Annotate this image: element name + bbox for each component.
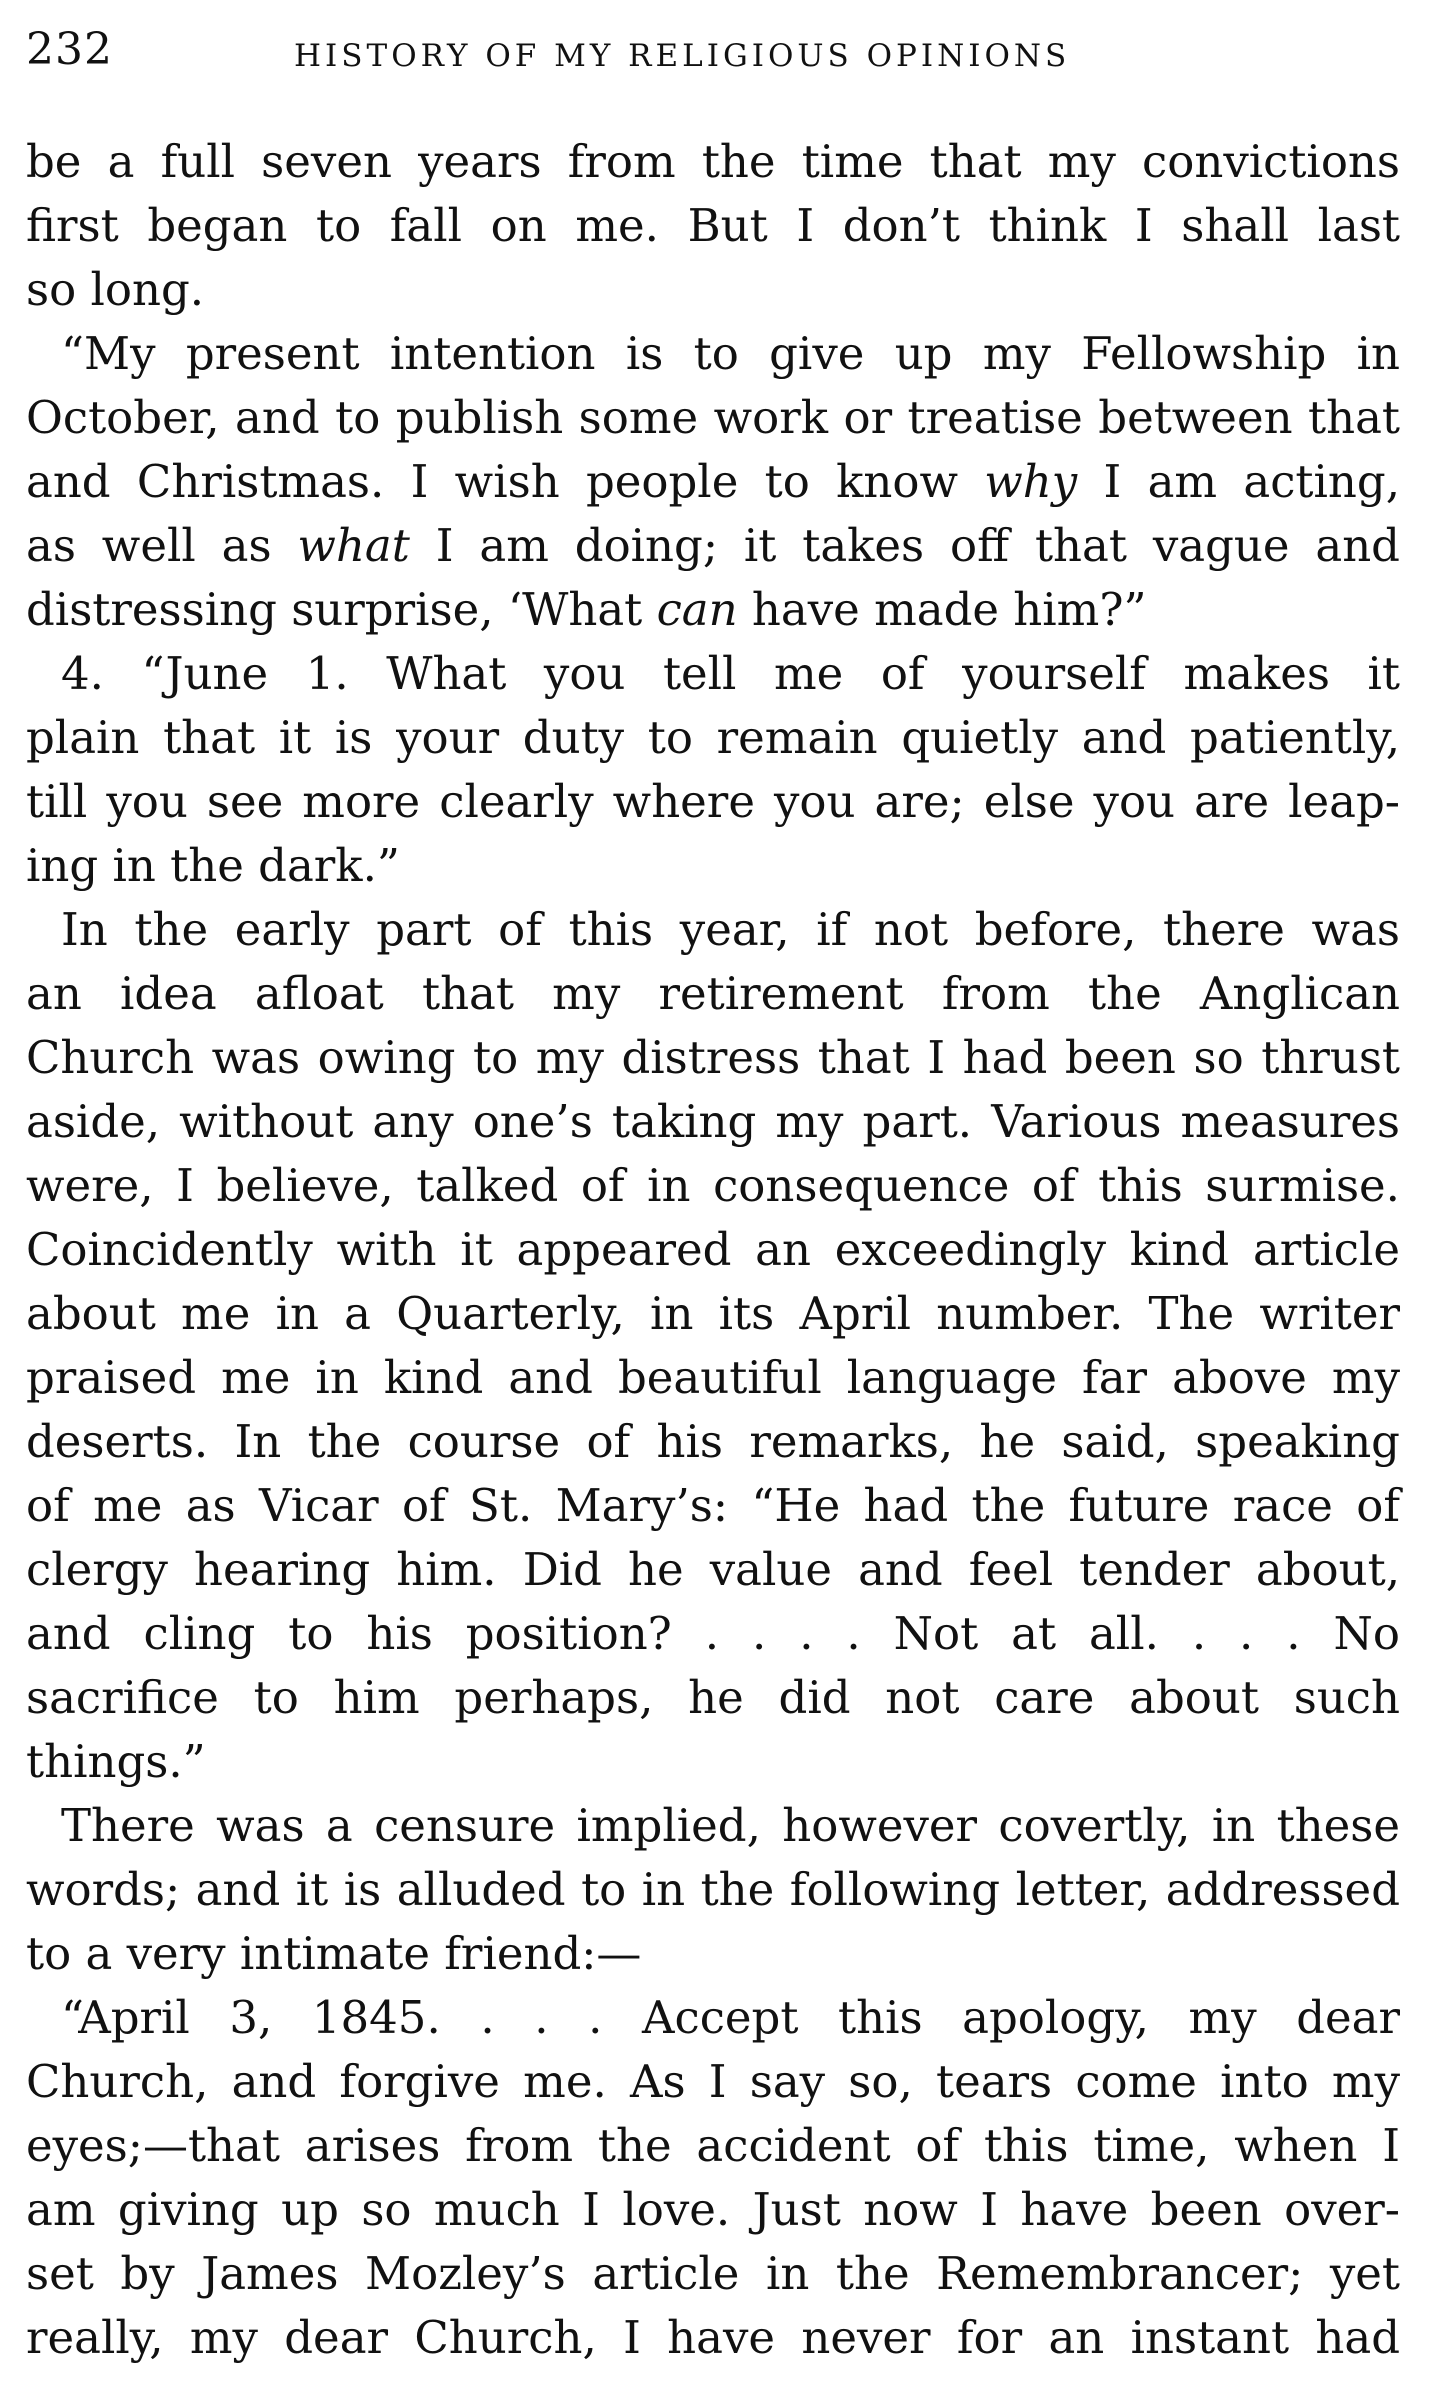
text-line: ing in the dark.”	[26, 839, 400, 892]
text-line	[26, 514, 1400, 578]
text-line: to a very intimate friend:—	[26, 1927, 642, 1980]
italic-word: what	[297, 519, 410, 572]
text-line: be a full seven years from the time that my convictions	[26, 135, 1400, 188]
text-run: and Christmas. I wish people to know	[26, 455, 985, 508]
text-line: praised me in kind and beautiful language far above my	[26, 1351, 1400, 1404]
text-line: deserts. In the course of his remarks, he said, speaking	[26, 1415, 1400, 1468]
text-line: In the early part of this year, if not before, there was	[61, 903, 1400, 956]
text-line: of me as Vicar of St. Mary’s: “He had the future race of	[26, 1479, 1400, 1532]
book-page	[26, 22, 1400, 2362]
text-run: as well as	[26, 519, 298, 572]
text-line: things.”	[26, 1735, 206, 1788]
text-line: first began to fall on me. But I don’t think I shall last	[26, 199, 1400, 252]
page-number: 232	[26, 24, 113, 75]
body-text	[26, 130, 1400, 2370]
text-run: have made him?”	[737, 583, 1147, 636]
text-line: There was a censure implied, however covertly, in these	[61, 1799, 1400, 1852]
text-line: and cling to his position? . . . . Not at all. . . . No	[26, 1607, 1400, 1660]
text-line: “April 3, 1845. . . . Accept this apology, my dear	[61, 1991, 1400, 2044]
text-line: were, I believe, talked of in consequence of this surmise.	[26, 1159, 1400, 1212]
text-line: “My present intention is to give up my Fellowship in	[61, 327, 1400, 380]
text-line: Coincidently with it appeared an exceedingly kind article	[26, 1223, 1400, 1276]
running-head	[26, 22, 1400, 92]
text-line: Church was owing to my distress that I had been so thrust	[26, 1031, 1400, 1084]
text-line: Church, and forgive me. As I say so, tears come into my	[26, 2055, 1400, 2108]
text-line: till you see more clearly where you are; else you are leap-	[26, 775, 1400, 828]
text-line: 4. “June 1. What you tell me of yourself makes it	[61, 647, 1400, 700]
text-run: distressing surprise, ‘What	[26, 583, 657, 636]
text-line	[26, 450, 1400, 514]
text-line: October, and to publish some work or treatise between that	[26, 391, 1400, 444]
text-line	[26, 578, 1400, 642]
text-line: sacrifice to him perhaps, he did not care about such	[26, 1671, 1400, 1724]
text-run: I am doing; it takes off that vague and	[409, 519, 1400, 572]
text-run: I am acting,	[1077, 455, 1400, 508]
text-line: really, my dear Church, I have never for an instant had	[26, 2311, 1400, 2364]
running-title: HISTORY OF MY RELIGIOUS OPINIONS	[294, 38, 1071, 74]
text-line: so long.	[26, 263, 205, 316]
text-line: clergy hearing him. Did he value and feel tender about,	[26, 1543, 1400, 1596]
text-line: an idea afloat that my retirement from the Anglican	[26, 967, 1400, 1020]
text-line: am giving up so much I love. Just now I have been over-	[26, 2183, 1400, 2236]
text-line: words; and it is alluded to in the following letter, addressed	[26, 1863, 1400, 1916]
text-line: eyes;—that arises from the accident of this time, when I	[26, 2119, 1400, 2172]
text-line: about me in a Quarterly, in its April number. The writer	[26, 1287, 1400, 1340]
italic-word: can	[656, 583, 738, 636]
text-line: set by James Mozley’s article in the Remembrancer; yet	[26, 2247, 1400, 2300]
text-line: plain that it is your duty to remain quietly and patiently,	[26, 711, 1400, 764]
text-line: aside, without any one’s taking my part. Various measures	[26, 1095, 1400, 1148]
italic-word: why	[984, 455, 1078, 508]
